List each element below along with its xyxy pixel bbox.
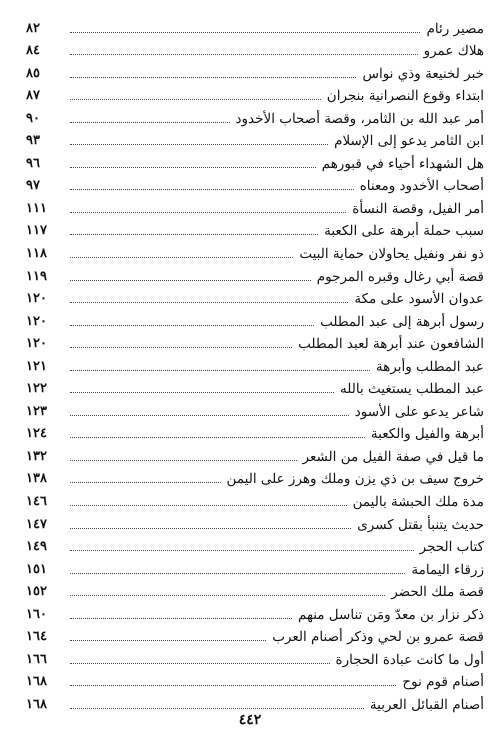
toc-entry-page: ١٤٦ <box>26 494 47 510</box>
dot-leader <box>70 347 292 348</box>
toc-entry-page: ١١١ <box>26 200 47 216</box>
toc-entry-title: خبر لخنيعة وذي نواس <box>362 65 484 82</box>
toc-entry-title: كتاب الحجر <box>419 539 484 556</box>
toc-row <box>26 330 484 353</box>
toc-entry-title: أول ما كانت عبادة الحجارة <box>335 651 484 668</box>
toc-entry-title: قصة ملك الحضر <box>391 584 484 601</box>
toc-entry-title: هلاك عمرو <box>423 43 484 60</box>
toc-entry-title: عدوان الأسود على مكة <box>354 291 484 308</box>
toc-entry-title: حديث يتنبأ بقتل كسرى <box>357 516 484 533</box>
toc-row <box>26 375 484 398</box>
dot-leader <box>70 325 314 326</box>
dot-leader <box>70 32 420 33</box>
toc-entry-page: ٨٢ <box>26 20 40 36</box>
toc-entry-page: ١٣٨ <box>26 471 47 487</box>
table-of-contents <box>26 14 484 713</box>
toc-entry-page: ٩٣ <box>26 133 40 149</box>
dot-leader <box>70 640 266 641</box>
dot-leader <box>70 595 385 596</box>
toc-entry-page: ١٢٢ <box>26 381 47 397</box>
dot-leader <box>70 122 230 123</box>
toc-entry-title: سبب حملة أبرهة على الكعبة <box>324 223 484 240</box>
toc-entry-page: ١٢٣ <box>26 403 47 419</box>
toc-row <box>26 194 484 217</box>
dot-leader <box>70 167 316 168</box>
toc-entry-title: أصحاب الأخدود ومعناه <box>359 178 484 195</box>
dot-leader <box>70 280 311 281</box>
toc-entry-page: ١٦٦ <box>26 651 47 667</box>
dot-leader <box>70 257 293 258</box>
dot-leader <box>70 144 328 145</box>
toc-entry-page: ٩٠ <box>26 110 40 126</box>
toc-row <box>26 668 484 691</box>
toc-row <box>26 533 484 556</box>
toc-entry-title: هل الشهداء أحياء في قبورهم <box>321 155 484 172</box>
toc-entry-title: أمر الفيل، وقصة النسأة <box>352 200 484 217</box>
dot-leader <box>70 708 364 709</box>
toc-entry-title: أصنام القبائل العربية <box>369 696 484 713</box>
toc-row <box>26 442 484 465</box>
toc-entry-page: ١٦٨ <box>26 674 47 690</box>
toc-entry-page: ١١٧ <box>26 223 47 239</box>
dot-leader <box>70 370 370 371</box>
toc-entry-page: ١٥٢ <box>26 584 47 600</box>
dot-leader <box>70 573 405 574</box>
toc-entry-title: شاعر يدعو على الأسود <box>354 403 484 420</box>
dot-leader <box>70 212 346 213</box>
toc-row <box>26 578 484 601</box>
dot-leader <box>70 437 365 438</box>
toc-row <box>26 465 484 488</box>
dot-leader <box>70 550 414 551</box>
toc-row <box>26 262 484 285</box>
toc-entry-title: زرقاء اليمامة <box>411 561 484 578</box>
dot-leader <box>70 528 351 529</box>
toc-entry-page: ٩٧ <box>26 178 40 194</box>
page-number: ٤٤٢ <box>238 712 262 728</box>
toc-row <box>26 149 484 172</box>
toc-row <box>26 555 484 578</box>
toc-entry-page: ١٤٩ <box>26 539 47 555</box>
dot-leader <box>70 482 221 483</box>
toc-row <box>26 37 484 60</box>
dot-leader <box>70 505 347 506</box>
toc-entry-page: ١٣٢ <box>26 448 47 464</box>
toc-entry-page: ١١٨ <box>26 246 47 262</box>
toc-entry-page: ١٢٤ <box>26 426 47 442</box>
toc-entry-title: مدة ملك الحبشة باليمن <box>352 494 484 511</box>
toc-row <box>26 397 484 420</box>
toc-row <box>26 14 484 37</box>
toc-row <box>26 217 484 240</box>
toc-entry-page: ١٢٠ <box>26 336 47 352</box>
dot-leader <box>70 685 396 686</box>
toc-row <box>26 59 484 82</box>
toc-row <box>26 623 484 646</box>
toc-entry-page: ١٢٠ <box>26 313 47 329</box>
toc-entry-page: ٩٦ <box>26 155 40 171</box>
toc-row <box>26 104 484 127</box>
toc-row <box>26 307 484 330</box>
toc-row <box>26 645 484 668</box>
toc-entry-title: عبد المطلب يستغيث بالله <box>340 381 484 398</box>
toc-row <box>26 510 484 533</box>
toc-row <box>26 127 484 150</box>
toc-entry-page: ١١٩ <box>26 268 47 284</box>
toc-entry-title: ذو نفر ونفيل يحاولان حماية البيت <box>299 246 484 263</box>
dot-leader <box>70 54 418 55</box>
dot-leader <box>70 460 297 461</box>
toc-entry-title: قصة أبي رغال وقبره المرجوم <box>316 268 484 285</box>
dot-leader <box>70 618 292 619</box>
toc-entry-page: ١٢١ <box>26 358 47 374</box>
toc-entry-title: ذكر نزار بن معدّ ومَن تناسل منهم <box>298 606 484 623</box>
toc-entry-title: الشافعون عند أبرهة لعبد المطلب <box>298 336 484 353</box>
toc-row <box>26 600 484 623</box>
toc-entry-title: مصير رئام <box>426 20 484 37</box>
toc-row <box>26 690 484 713</box>
toc-entry-title: أصنام قوم نوح <box>402 674 484 691</box>
dot-leader <box>70 189 354 190</box>
toc-row <box>26 82 484 105</box>
toc-entry-page: ١٤٧ <box>26 516 47 532</box>
toc-entry-page: ١٢٠ <box>26 291 47 307</box>
dot-leader <box>70 99 321 100</box>
toc-entry-title: أبرهة والفيل والكعبة <box>370 426 484 443</box>
toc-entry-title: ابن الثامر يدعو إلى الإسلام <box>334 133 484 150</box>
dot-leader <box>70 663 330 664</box>
toc-entry-page: ٨٤ <box>26 43 40 59</box>
toc-entry-page: ٨٧ <box>26 88 40 104</box>
toc-entry-page: ١٦٤ <box>26 629 47 645</box>
dot-leader <box>70 77 356 78</box>
toc-entry-page: ٨٥ <box>26 65 40 81</box>
toc-row <box>26 172 484 195</box>
dot-leader <box>70 302 348 303</box>
toc-entry-title: ابتداء وقوع النصرانية بنجران <box>326 88 484 105</box>
toc-entry-page: ١٦٠ <box>26 606 47 622</box>
dot-leader <box>70 415 349 416</box>
toc-entry-title: رسول أبرهة إلى عبد المطلب <box>320 313 484 330</box>
toc-entry-title: أمر عبد الله بن الثامر، وقصة أصحاب الأخدود <box>235 110 484 127</box>
toc-entry-page: ١٥١ <box>26 561 47 577</box>
dot-leader <box>70 234 318 235</box>
toc-entry-title: خروج سيف بن ذي يزن وملك وهرز على اليمن <box>226 471 484 488</box>
dot-leader <box>70 392 334 393</box>
toc-row <box>26 352 484 375</box>
toc-row <box>26 239 484 262</box>
toc-entry-title: قصة عمرو بن لحي وذكر أصنام العرب <box>272 629 484 646</box>
toc-entry-title: عبد المطلب وأبرهة <box>375 358 484 375</box>
toc-row <box>26 487 484 510</box>
toc-entry-page: ١٦٨ <box>26 696 47 712</box>
toc-row <box>26 420 484 443</box>
toc-entry-title: ما قيل في صفة الفيل من الشعر <box>302 448 484 465</box>
toc-row <box>26 285 484 308</box>
